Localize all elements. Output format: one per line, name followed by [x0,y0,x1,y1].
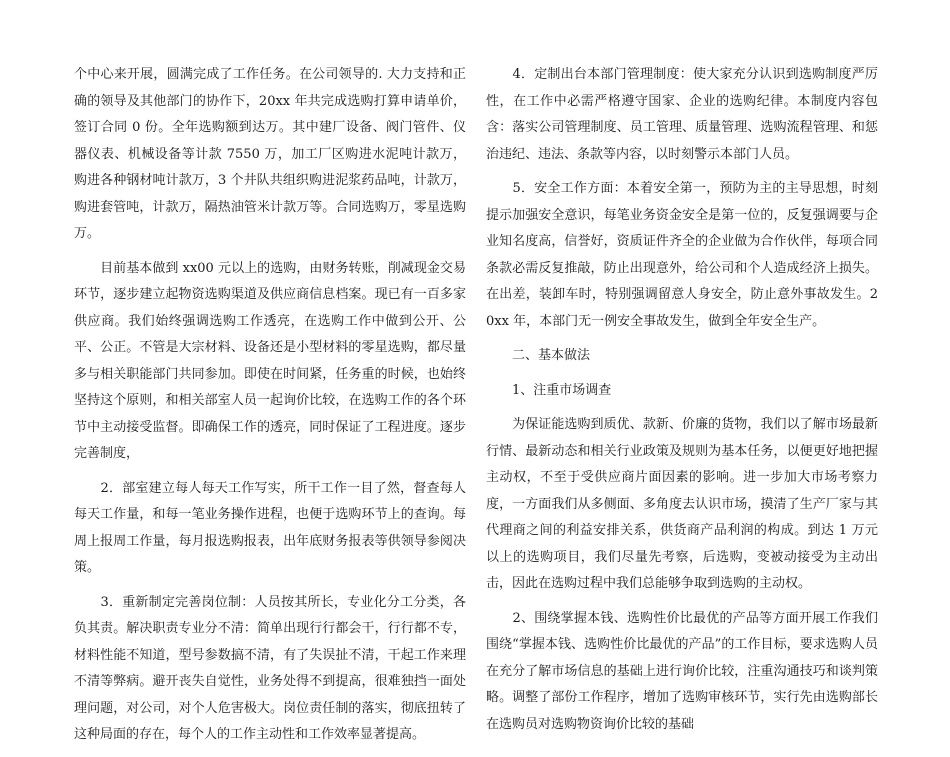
section-heading: 二、基本做法 [486,348,591,363]
paragraph: 4．定制出台本部门管理制度：使大家充分认识到选购制度严厉 性，在工作中必需严格遵守国家、企业的选购纪律。本制度内容包含：落实公司管理制度、员工管理、质量管理、选购流程管理、和惩治违纪、违法、条款等内容，以时刻警示本部门人员。 [486,67,883,162]
right-column [486,62,883,746]
left-column [74,62,466,757]
paragraph: 2、围绕掌握本钱、选购性价比最优的产品等方面开展工作我们围绕“掌握本钱、选购性价比最优的产品”的工作目标，要求选购人员在充分了解市场信息的基础上进行询价比较，注重沟通技巧和谈判策略。调整了部份工作程序，增加了选购审核环节，实行先由选购部长在选购员对选购物资询价比较的基础 [486,610,878,732]
paragraph: 3．重新制定完善岗位制：人员按其所长，专业化分工分类，各负其责。解决职责专业分不清：简单出现行行都会干，行行都不专，材料性能不知道，型号参数搞不清，有了失误扯不清，干起工作来理不清等弊病。避开丧失自觉性，业务处得不到提高，很难独挡一面处理问题，对公司，对个人危害极大。岗位责任制的落实，彻底扭转了这种局面的存在，每个人的工作主动性和工作效率显著提高。 [74,594,466,742]
paragraph: 个中心来开展，圆满完成了工作任务。在公司领导的. 大力支持和正确的领导及其他部门的协作下，20xx 年共完成选购打算申请单价，签订合同 0 份。全年选购额到达万。其中建厂设备、阀门管件、仪器仪表、机械设备等计款 7550 万，加工厂区购进水泥吨计款万，购进各种钢材吨计款万，3 个井队共组织购进泥浆药品吨，计款万，购进套管吨，计款万，隔热油管米计款万等。合同选购万，零星选购万。 [74,67,466,241]
subsection-heading: 1、注重市场调查 [486,382,612,398]
paragraph: 目前基本做到 xx00 元以上的选购，由财务转账，削减现金交易环节，逐步建立起物资选购渠道及供应商信息档案。现已有一百多家供应商。我们始终强调选购工作透亮，在选购工作中做到公开、公平、公正。不管是大宗材料、设备还是小型材料的零星选购，都尽量多与相关职能部门共同参加。即使在时间紧，任务重的时候，也始终坚持这个原则，和相关部室人员一起询价比较，在选购工作的各个环节中主动接受监督。即确保工作的透亮，同时保证了工程进度。逐步完善制度， [74,260,466,461]
paragraph: 2．部室建立每人每天工作写实，所干工作一目了然，督查每人每天工作量，和每一笔业务操作进程，也便于选购环节上的查询。每周上报周工作量，每月报选购报表，出年底财务报表等供领导参阅决策。 [74,480,466,575]
paragraph: 为保证能选购到质优、款新、价廉的货物，我们以了解市场最新行情、最新动态和相关行业政策及规则为基本任务，以便更好地把握主动权，不至于受供应商片面因素的影响。进一步加大市场考察力度，一方面我们从多侧面、多角度去认识市场，摸清了生产厂家与其代理商之间的利益安排关系，供货商产品利润的构成。到达 1 万元以上的选购项目，我们尽量先考察，后选购，变被动接受为主动出击，因此在选购过程中我们总能够争取到选购的主动权。 [486,417,878,591]
paragraph: 5．安全工作方面：本着安全第一，预防为主的主导思想，时刻提示加强安全意识，每笔业务资金安全是第一位的，反复强调要与企业知名度高，信誉好，资质证件齐全的企业做为合作伙伴，每项合同条款必需反复推敲，防止出现意外，给公司和个人造成经济上损失。在出差，装卸车时，特别强调留意人身安全，防止意外事故发生。20xx 年，本部门无一例安全事故发生，做到全年安全生产。 [486,181,878,329]
